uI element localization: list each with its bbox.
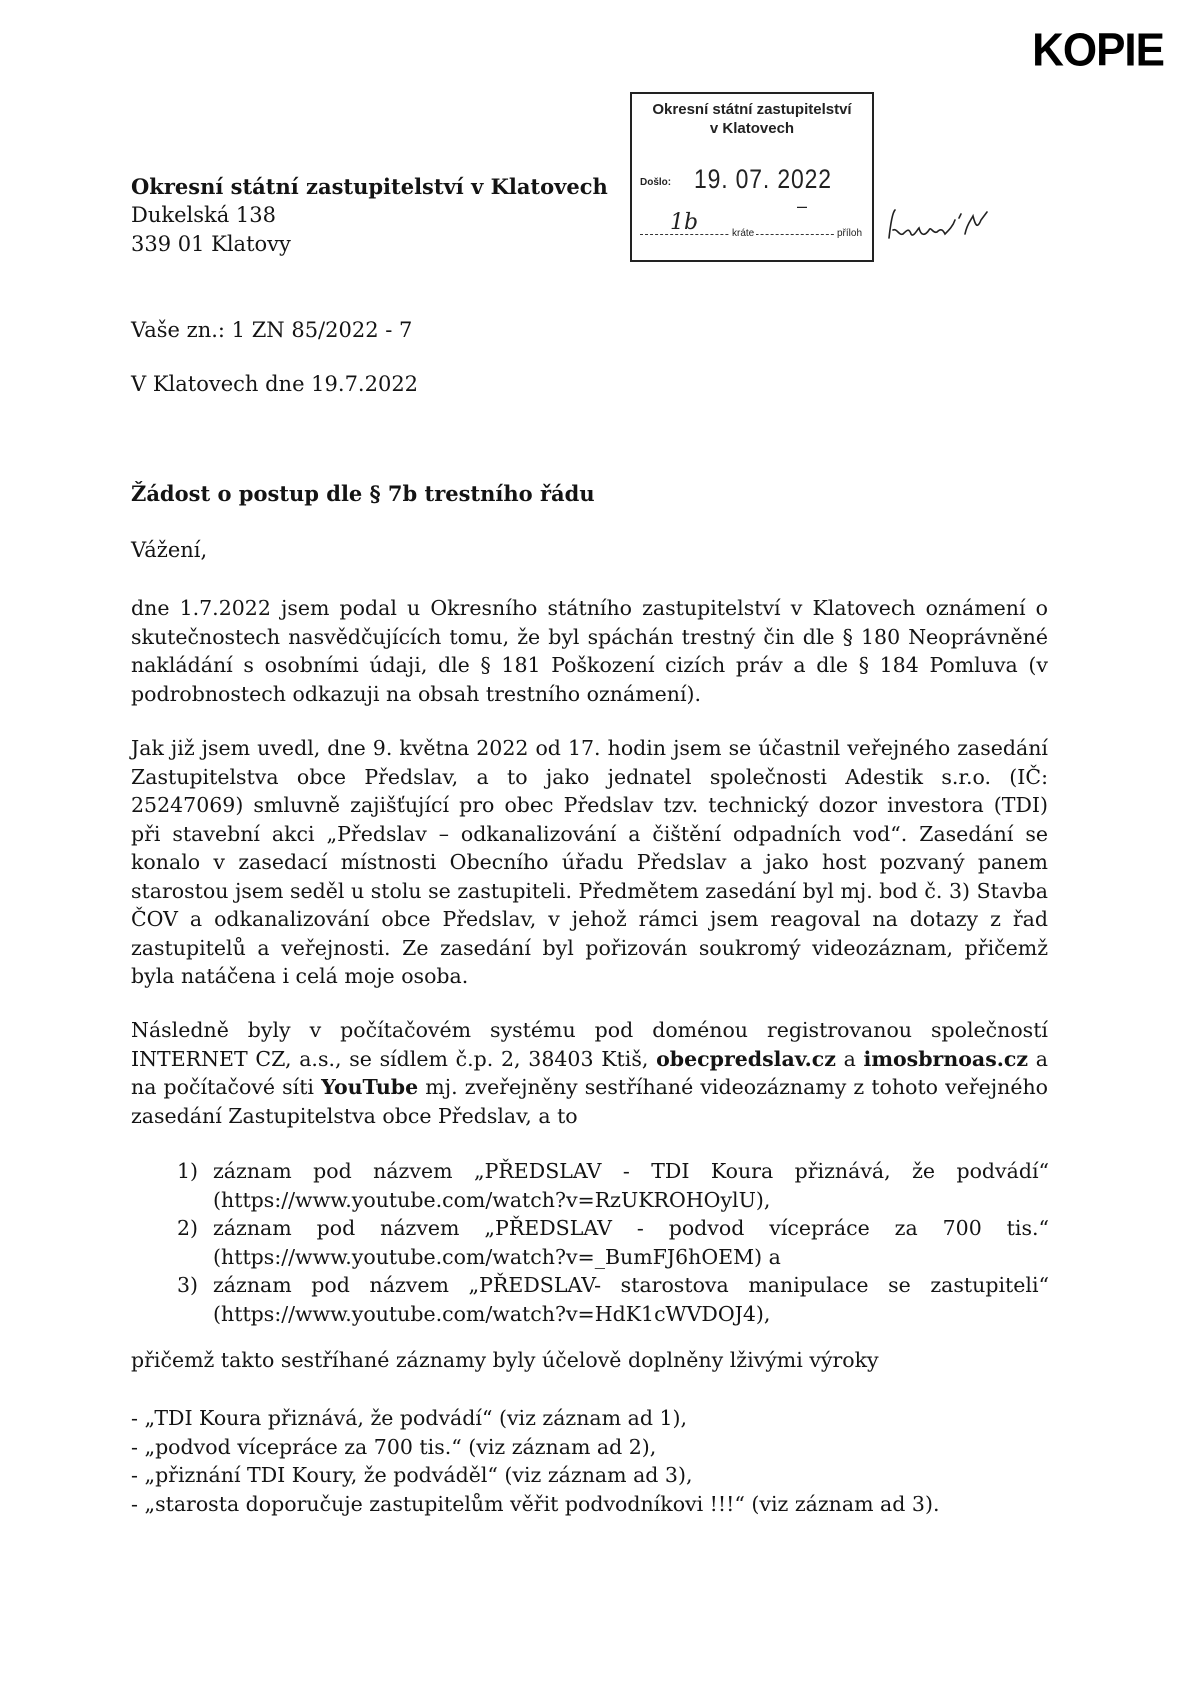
list-item: - „podvod vícepráce za 700 tis.“ (viz záznam ad 2), xyxy=(131,1434,657,1459)
list-item-title: záznam pod názvem „PŘEDSLAV - podvod vícepráce za 700 tis.“ xyxy=(213,1216,1049,1240)
p3-text-c: a xyxy=(835,1046,864,1071)
addressee-name: Okresní státní zastupitelství v Klatovech xyxy=(131,174,608,199)
list-item xyxy=(177,1271,1049,1328)
list-item: - „starosta doporučuje zastupitelům věřit podvodníkovi !!!“ (viz záznam ad 3). xyxy=(131,1491,940,1516)
reference-number: Vaše zn.: 1 ZN 85/2022 - 7 xyxy=(131,318,413,342)
list-item-url: (https://www.youtube.com/watch?v=_BumFJ6hOEM) a xyxy=(213,1244,781,1269)
quotes-list xyxy=(131,1404,939,1518)
place-date: V Klatovech dne 19.7.2022 xyxy=(131,372,419,396)
stamp-office-line2: v Klatovech xyxy=(709,120,795,137)
stamp-count: 1b xyxy=(670,210,699,235)
paragraph-3 xyxy=(131,1016,1048,1130)
list-item-title: záznam pod názvem „PŘEDSLAV- starostova manipulace se zastupiteli“ xyxy=(213,1273,1049,1297)
stamp-dash: – xyxy=(797,196,808,216)
list-item-number: 1) xyxy=(177,1159,199,1183)
paragraph-2: Jak již jsem uvedl, dne 9. května 2022 od 17. hodin jsem se účastnil veřejného zasedání Zastupitelstva obce Předslav, a to jako jednatel společnosti Adestik s.r.o. (IČ: 25247069) smluvně zajišťující pro obec Předslav tzv. technický dozor investora (TDI) při stavební akci „Předslav – odkanalizování a čištění odpadních vod“. Zasedání se konalo v zasedací místnosti Obecního úřadu Předslav a jako host pozvaný panem starostou jsem seděl u stolu se zastupiteli. Předmětem zasedání byl mj. bod č. 3) Stavba ČOV a odkanalizování obce Předslav, v jehož rámci jsem reagoval na dotazy z řad zastupitelů a veřejnosti. Ze zasedání byl pořizován soukromý videozáznam, přičemž byla natáčena i celá moje osoba. xyxy=(131,736,1048,988)
list-item-url: (https://www.youtube.com/watch?v=HdK1cWVDOJ4), xyxy=(213,1301,771,1326)
receipt-stamp xyxy=(630,92,874,262)
list-item xyxy=(177,1157,1049,1214)
list-item: - „TDI Koura přiznává, že podvádí“ (viz záznam ad 1), xyxy=(131,1406,688,1430)
p3-text-a: Následně byly v počítačovém systému pod doménou registrovanou společností INTERNET CZ, a.s., se sídlem č.p. 2, 38403 Ktiš, xyxy=(131,1018,1048,1071)
paragraph-1: dne 1.7.2022 jsem podal u Okresního státního zastupitelství v Klatovech oznámení o skutečnostech nasvědčujících tomu, že byl spáchán trestný čin dle § 180 Neoprávněné nakládání s osobními údaji, dle § 181 Poškození cizích práv a dle § 184 Pomluva (v podrobnostech odkazuji na obsah trestního oznámení). xyxy=(131,596,1048,706)
stamp-krate-label: kráte xyxy=(732,228,755,239)
list-item-number: 2) xyxy=(177,1216,199,1240)
kopie-mark: KOPIE xyxy=(1032,24,1164,77)
list-item-url: (https://www.youtube.com/watch?v=RzUKROHOylU), xyxy=(213,1187,771,1212)
p3-text-g: mj. zveřejněny sestříhané videozáznamy z tohoto veřejného zasedání Zastupitelstva obce Předslav, a to xyxy=(131,1075,1049,1128)
handwritten-initials xyxy=(883,200,993,248)
addressee-street: Dukelská 138 xyxy=(131,203,277,227)
stamp-office xyxy=(632,100,872,138)
list-item: - „přiznání TDI Koury, že podváděl“ (viz záznam ad 3), xyxy=(131,1463,693,1487)
list-item-title: záznam pod názvem „PŘEDSLAV - TDI Koura přiznává, že podvádí“ xyxy=(213,1159,1049,1183)
domain-imosbrnoas: imosbrnoas.cz xyxy=(863,1046,1029,1071)
domain-obecpredslav: obecpredslav.cz xyxy=(656,1046,836,1071)
addressee-city: 339 01 Klatovy xyxy=(131,232,291,256)
greeting: Vážení, xyxy=(131,538,208,562)
video-list xyxy=(177,1157,1049,1328)
stamp-priloh-label: příloh xyxy=(836,228,862,239)
stamp-date: 19. 07. 2022 xyxy=(694,164,832,194)
letter-subject: Žádost o postup dle § 7b trestního řádu xyxy=(131,481,595,506)
addressee-block xyxy=(131,172,608,259)
p3-text-e: a na počítačové síti xyxy=(131,1046,1048,1099)
list-item xyxy=(177,1214,1049,1271)
stamp-doslo-label: Došlo: xyxy=(640,177,672,188)
youtube-name: YouTube xyxy=(321,1075,419,1099)
stamp-office-line1: Okresní státní zastupitelství xyxy=(652,101,852,118)
paragraph-4: přičemž takto sestříhané záznamy byly účelově doplněny lživými výroky xyxy=(131,1348,879,1372)
list-item-number: 3) xyxy=(177,1273,199,1297)
